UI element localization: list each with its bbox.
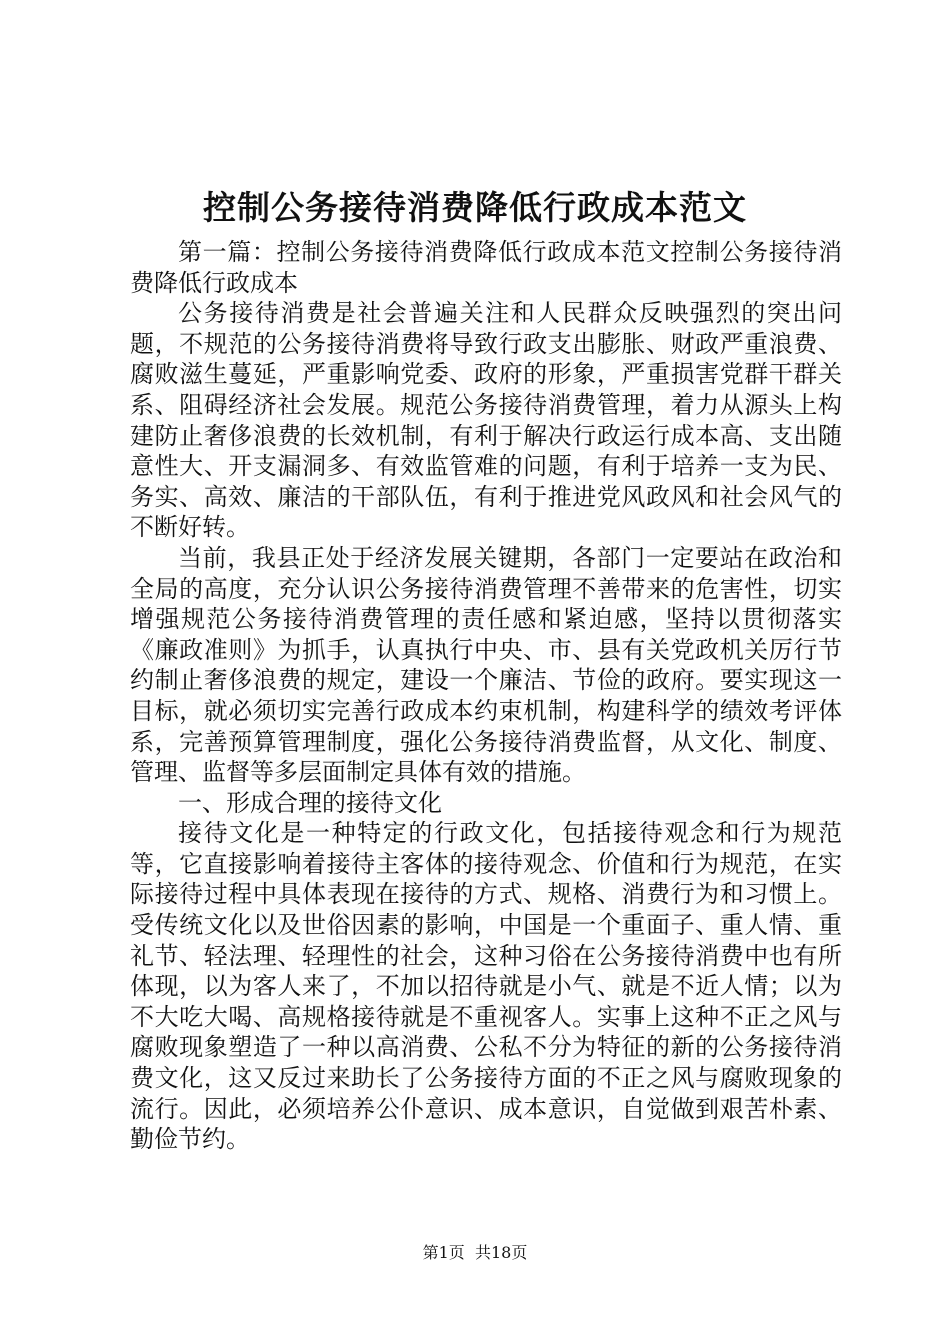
page-total: 共18页 — [474, 1243, 528, 1262]
paragraph-reception-culture: 接待文化是一种特定的行政文化，包括接待观念和行为规范等，它直接影响着接待主客体的接待观念、价值和行为规范，在实际接待过程中具体表现在接待的方式、规格、消费行为和习惯上。受传统文化以及世俗因素的影响，中国是一个重面子、重人情、重礼节、轻法理、轻理性的社会，这种习俗在公务接待消费中也有所体现，以为客人来了，不加以招待就是小气、就是不近人情；以为不大吃大喝、高规格接待就是不重视客人。实事上这种不正之风与腐败现象塑造了一种以高消费、公私不分为特征的新的公务接待消费文化，这又反过来助长了公务接待方面的不正之风与腐败现象的流行。因此，必须培养公仆意识、成本意识，自觉做到艰苦朴素、勤俭节约。 — [130, 819, 842, 1154]
document-title: 控制公务接待消费降低行政成本范文 — [203, 188, 747, 227]
paragraph-current: 当前，我县正处于经济发展关键期，各部门一定要站在政治和全局的高度，充分认识公务接待消费管理不善带来的危害性，切实增强规范公务接待消费管理的责任感和紧迫感，坚持以贯彻落实《廉政准则》为抓手，认真执行中央、市、县有关党政机关厉行节约制止奢侈浪费的规定，建设一个廉洁、节俭的政府。要实现这一目标，就必须切实完善行政成本约束机制，构建科学的绩效考评体系，完善预算管理制度，强化公务接待消费监督，从文化、制度、管理、监督等多层面制定具体有效的措施。 — [130, 543, 842, 787]
page-number: 第1页 — [422, 1243, 465, 1262]
paragraph-intro: 第一篇：控制公务接待消费降低行政成本范文控制公务接待消费降低行政成本 — [130, 238, 842, 297]
section-heading: 一、形成合理的接待文化 — [178, 788, 442, 817]
page-footer — [0, 1242, 950, 1264]
paragraph-problem: 公务接待消费是社会普遍关注和人民群众反映强烈的突出问题，不规范的公务接待消费将导致行政支出膨胀、财政严重浪费、腐败滋生蔓延，严重影响党委、政府的形象，严重损害党群干群关系、阻碍经济社会发展。规范公务接待消费管理，着力从源头上构建防止奢侈浪费的长效机制，有利于解决行政运行成本高、支出随意性大、开支漏洞多、有效监管难的问题，有利于培养一支为民、务实、高效、廉洁的干部队伍，有利于推进党风政风和社会风气的不断好转。 — [130, 299, 842, 542]
document-body — [130, 237, 842, 1155]
